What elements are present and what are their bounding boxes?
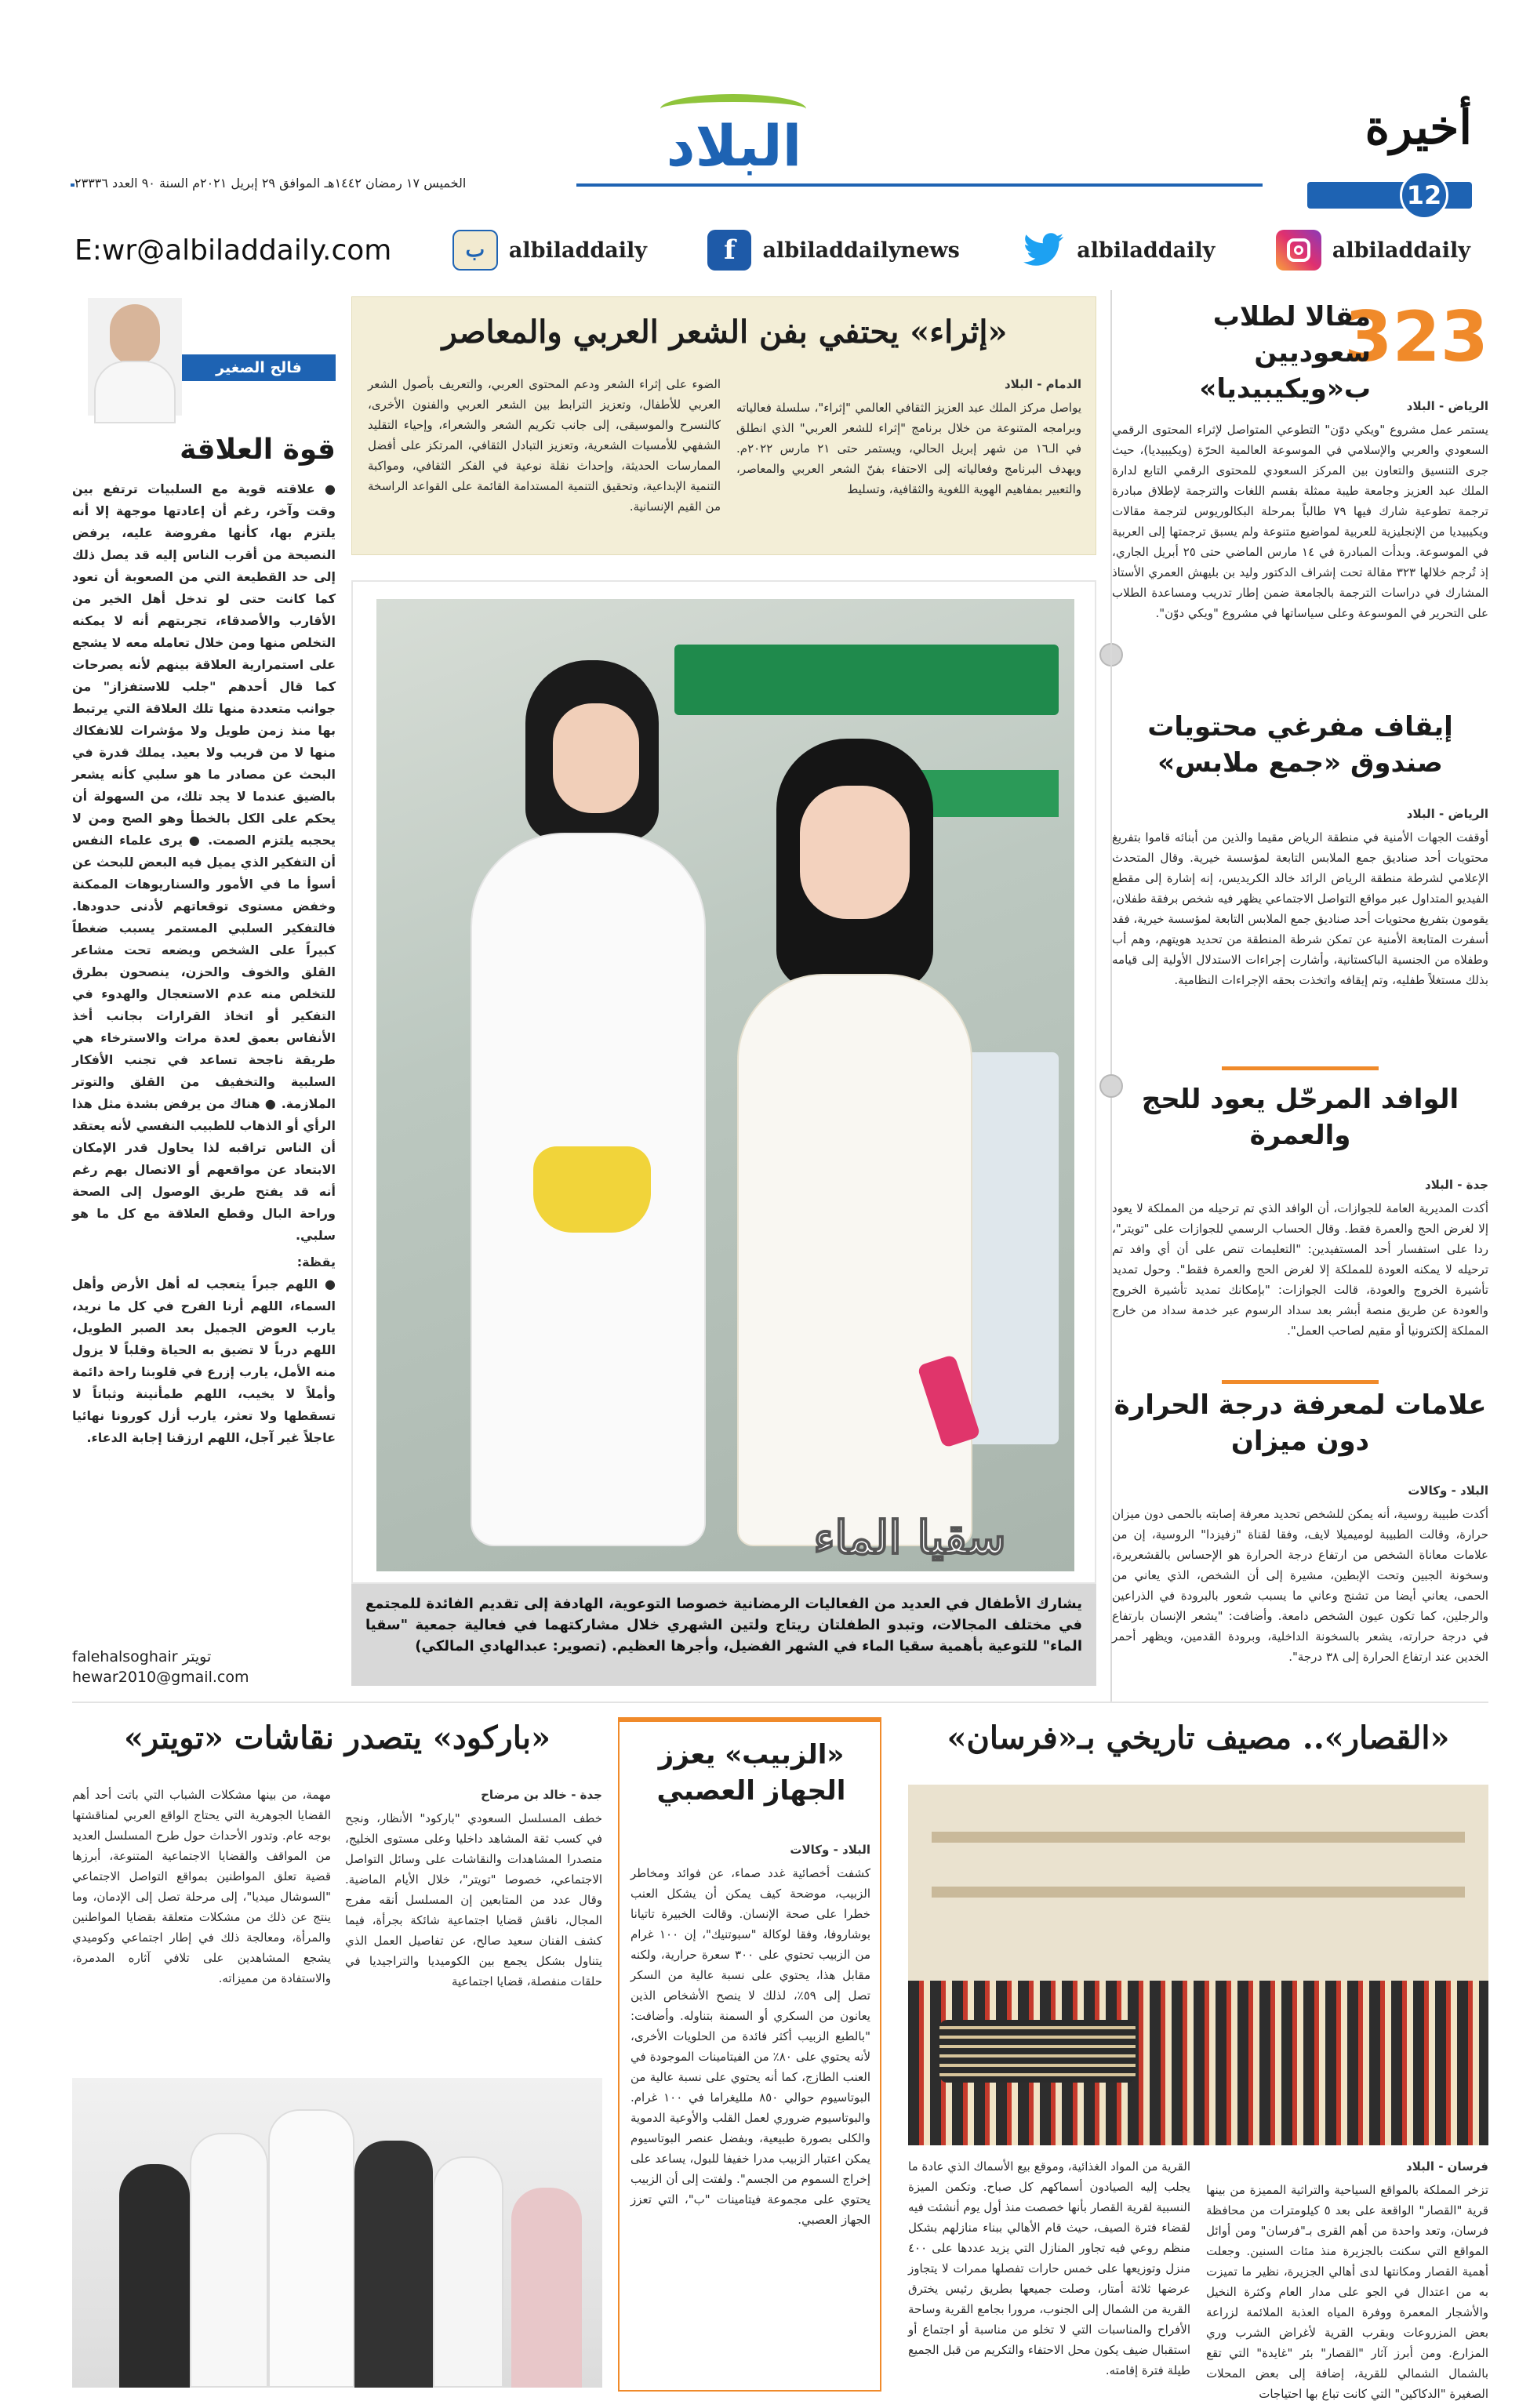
- wiki-text: يستمر عمل مشروع "ويكي دوّن" التطوعي المتواصل لإثراء المحتوى الرقمي السعودي والعربي والإسلامي في الموسوعة العالمية الحرّة (ويكيبيديا)، حيث جرى التنسيق والتعاون بين المركز السعودي للمحتوى الرقمي التابع لدارة الملك عبد العزيز وجامعة طيبة ممثلة بقسم اللغات والترجمة لإطلاق مبادرة ترجمة تطوعية شارك فيها ٧٩ طالباً بمرحلة البكالوريوس لترجمة مقالات ويكيبيديا من الإنجليزية للعربية لمواضيع متنوعة ولم يسبق ترجمتها إلى العربية في الموسوعة. وبدأت المبادرة في ١٤ مارس الماضي حتى ٢٥ أبريل الجاري، إذ تُرجم خلالها ٣٢٣ مقالة تحت إشراف الدكتور وليد بن بليهش العمري الأستاذ المشارك في دراسات الترجمة بالجامعة ضمن إطار تدريب ومساعدة الطلاب على التحرير في الموسوعة وعلى سياساتها في مشروع "ويكي دوّن".: [1112, 423, 1488, 620]
- farasan-article: [908, 1717, 1488, 2401]
- barcode-text-right: خطف المسلسل السعودي "باركود" الأنظار، ونجح في كسب ثقة المشاهد داخليا وعلى مستوى الخليج، متصدرا المشاهدات والنقاشات على وسائل التواصل الاجتماعي، خصوصا "تويتر"، خلال الأيام الماضية. وقال عدد من المتابعين إن المسلسل أنقه مفرج المجال، ناقش قضايا اجتماعية شائكة بجرأة، فيما كشف الفنان سعيد صالح، عن تفاصيل العمل الذي يتناول بشكل يجمع بين الكوميديا والتراجيديا في حلقات منفصلة، قضايا اجتماعية: [345, 1811, 602, 1989]
- wiki-article: [1112, 290, 1488, 627]
- page-number-badge: [1400, 171, 1448, 220]
- photo-caption-box: [351, 1584, 1096, 1686]
- section-title: أخيرة: [1365, 100, 1472, 155]
- column-finale: ● اللهم جبراً يتعجب له أهل الأرض وأهل السماء، اللهم أرنا الفرح في كل ما نريد، يارب العوض الجميل بعد الصبر الطويل، اللهم درباً لا تضيق به الحياة وقلباً لا يزول منه الأمل، يارب إزرع في قلوبنا راحة دائمة وأملاً لا يخيب، اللهم طمأنينة وثباتاً لا تسقطها ولا تعثر، يارب أزل كورونا نهائيا عاجلاً غير آجل، اللهم ارزقنا إجابة الدعاء.: [72, 1277, 336, 1445]
- column-finale-label: يقظة:: [296, 1255, 336, 1269]
- author-photo: [88, 298, 182, 416]
- column-text: ● علاقته قوية مع السلبيات ترتفع بين وقت وآخر، رغم أن إعادتها موجهة إلا أنه يلتزم بها، كأنها مفروضة عليه، يرفض النصيحة من أقرب الناس إليه قد يصل ذلك إلى حد القطيعة التي من الصعوبة أن تعود كما كانت حتى لو تدخل أهل الخير من الأقارب والأصدقاء، تجربتهم أنه لا يمكنه التخلص منها ومن خلال تعامله معه لا يشجع على استمرارية العلاقة بينهم لأنه يصرحات كما قال أحدهم "جلب للاستفزاز" من جوانب متعددة منها تلك العلاقة التي يرتبط بها منذ زمن طويل ولا مؤشرات للانفكاك منها لا من قريب ولا بعيد. يملك قدرة في البحث عن مصادر ما هو سلبي كأنه يشعر بالضيق عندما لا يجد تلك، من السهولة أن يحكم على الكل بالخطأ وهو الصح ومن لا يحجبه يلتزم الصمت. ● يرى علماء النفس أن التفكير الذي يميل فيه البعض للبحث عن أسوأ ما في الأمور والسناريوهات الممكنة وخفض مستوى توقعاتهم لأدنى حدودها. فالتفكير السلبي المستمر يسبب ضغطاً كبيراً على الشخص ويضعه تحت مشاعر القلق والخوف والحزن، ينصحون بطرق للتخلص منه عدم الاستعجال والهدوء في التفكير أو اتخاذ القرارات بجانب أخذ الأنفاس بعمق لعدة مرات والاسترخاء هي طريقة ناجحة تساعد في تجنب الأفكار السلبية والتخفيف من القلق والتوتر الملازمة. ● هناك من يرفض بشدة مثل هذا الرأي أو الذهاب للطبيب النفسي لأنه يعتقد أن الناس تراقبه لذا يحاول قدر الإمكان الابتعاد عن مواقعهم أو الاتصال بهم رغم أنه قد يفتح طريق الوصول إلى الصحة وراحة البال وقطع العلاقة مع كل ما هو سلبي.: [72, 481, 336, 1243]
- deported-dateline: جدة - البلاد: [1425, 1178, 1488, 1192]
- column-body: [72, 478, 336, 1639]
- facebook-icon: f: [707, 230, 751, 271]
- ithra-dateline: الدمام - البلاد: [1004, 377, 1081, 391]
- author-name: فالح الصغير: [216, 359, 302, 376]
- column-twitter-label: تويتر: [182, 1648, 212, 1665]
- barcode-dateline: جدة - خالد بن مرضاح: [481, 1788, 602, 1802]
- temperature-text: أكدت طبيبة روسية، أنه يمكن للشخص تحديد معرفة إصابته بالحمى دون ميزان حرارة، وقالت الطبيبة لوميميلا لايف، وفقا لقناة "زفيزدا" الروسية، إن من علامات معاناة الشخص من ارتفاع درجة الحرارة هو الإحساس بالقشعريرة، وسخونة الجبين وتحت الإبطين، مشيرة إلى أن الشخص، الذي يعاني من الحمى، يعاني أيضا من تشنج وعاني ما يسبب شعور بالبرودة في الذراعين والرجلين، كما تكون عيون الشخص دامعة. وأضافت: "يشعر الإنسان بارتفاع في درجة حرارته، يشعر بالسخونة الداخلية، وبرودة القدمين، ويظهر أحمر الخدين عند ارتفاع الحرارة إلى ٣٨ درجة".: [1112, 1507, 1488, 1664]
- deported-text: أكدت المديرية العامة للجوازات، أن الوافد الذي تم ترحيله من المملكة لا يعود إلا لغرض الحج والعمرة فقط. وقال الحساب الرسمي للجوازات على "تويتر"، ردا على استفسار أحد المستفيدين: "التعليمات تنص على أن أي وافد تم ترحيله لا يمكنه العودة للمملكة إلا لغرض الحج والعمرة فقط". وحول تمديد تأشيرة الخروج والعودة، قالت الجوازات: "بإمكانك تمديد تأشيرة الخروج والعودة عن طريق منصة أبشر بعد سداد الرسوم عبر خدمة سداد من خارج المملكة إلكترونيا أو مقيم لصاحب العمل".: [1112, 1201, 1488, 1338]
- right-column: [1112, 290, 1488, 1725]
- ithra-article: [351, 296, 1096, 555]
- ithra-body-left: الضوء على إثراء الشعر ودعم المحتوى العربي، والتعريف بأصول الشعر العربي للأطفال، وتعزيز الترابط بين الشعر العربي والفنون الأخرى، كالنسرح والموسيقى، إلى جانب تكريم الشعر والشعراء، وإحياء التقليد الشفهي للأمسيات الشعرية، وتعزيز التبادل الثقافي، المرتكز على أفضل الممارسات الحديثة، وإحداث نقلة نوعية في الفكر الثقافي، ومواكبة التنمية الإبداعية، وتحقيق التنمية المستدامة القائمة على القواعد الراسخة من القيم الإنسانية.: [368, 377, 721, 514]
- children-photo: [351, 580, 1096, 1584]
- social-handle: albiladdaily: [508, 238, 647, 263]
- wiki-body: [1112, 396, 1488, 647]
- masthead: [0, 0, 1519, 267]
- column-contact: [72, 1647, 336, 1687]
- farasan-title: «القصار».. مصيف تاريخي بـ«فرسان»: [947, 1720, 1450, 1756]
- instagram-icon: [1276, 230, 1321, 271]
- column-title: قوة العلاقة: [180, 434, 336, 466]
- masthead-email[interactable]: E:wr@albiladdaily.com: [74, 234, 392, 267]
- social-handle: albiladdaily: [1077, 238, 1216, 263]
- farasan-body-right: [1206, 2156, 1488, 2401]
- photo-overlay-text: سقيا الماء: [813, 1511, 1006, 1564]
- temperature-dateline: البلاد - وكالات: [1408, 1484, 1488, 1498]
- ithra-title: «إثراء» يحتفي بفن الشعر العربي والمعاصر: [442, 314, 1008, 350]
- farasan-dateline: فرسان - البلاد: [1406, 2159, 1488, 2174]
- page-number: 12: [1406, 180, 1442, 210]
- section-divider: [1222, 1066, 1379, 1070]
- deported-article: [1112, 1082, 1488, 1338]
- clothes-title: إيقاف مفرغي محتويات صندوق «جمع ملابس»: [1147, 711, 1453, 779]
- clothes-article: [1112, 710, 1488, 992]
- contact-bar: [74, 223, 1470, 278]
- clothes-text: أوقفت الجهات الأمنية في منطقة الرياض مقيما والذين من أبنائه قاموا بتفريغ محتويات أحد صناديق جمع الملابس التابعة لمؤسسة خيرية. وقال المتحدث الإعلامي لشرطة منطقة الرياض الرائد خالد الكريديس، إنه إشارة إلى مقطع الفيديو المتداول عبر مواقع التواصل الاجتماعي يظهر فيه شخص برفقة طفلان، يقومون بتفريغ محتويات أحد صناديق جمع الملابس التابعة لمؤسسة خيرية، فقد أسفرت المتابعة الأمنية عن تمكن شرطة المنطقة من تحديد هويتهم، وهم أب وطفلاه من الجنسية الباكستانية، وأشارت إجراءات الاستدلال الأولية إلى قيامه بذلك مستغلاً طفليه، وتم إيقافه واتخذت بحقه الإجراءات النظامية.: [1112, 830, 1488, 987]
- issue-info: الخميس ١٧ رمضان ١٤٤٢هـ الموافق ٢٩ إبريل ٢٠٢١م السنة ٩٠ العدد ٢٣٣٣٦: [74, 173, 576, 194]
- barcode-title: «باركود» يتصدر نقاشات «تويتر»: [123, 1720, 551, 1756]
- opinion-column: [72, 290, 336, 1717]
- deported-title: الوافد المرحّل يعود للحج والعمرة: [1141, 1084, 1459, 1151]
- social-twitter[interactable]: [1020, 230, 1215, 271]
- farasan-text-right: تزخر المملكة بالمواقع السياحية والتراثية المميزة من بينها قرية "القصار" الواقعة على بعد ٥ كيلومترات من محافظة فرسان، وتعد واحدة من أهم القرى بـ"فرسان" ومن أوائل المواقع التي سكنت بالجزيرة منذ مئات السنين. وجعلت أهمية القصار ومكانتها لدى أهالي الجزيرة، نظير ما تميزت به من اعتدال في الجو على مدار العام وكثرة النخيل والأشجار المعمرة ووفرة المياه العذبة الملائمة لزراعة بعض المزروعات وبقرب القرية لأغراض الشرب وري المزارع. ومن أبرز آثار "القصار" بئر "غايدة" التي تقع بالشمال الشمالي للقرية، إضافة إلى بعض المحلات الصغيرة "الدكاكين" التي كانت تباع بها احتياجات: [1206, 2183, 1488, 2401]
- raisins-dateline: البلاد - وكالات: [790, 1843, 870, 1857]
- temperature-body: [1112, 1480, 1488, 1725]
- column-email[interactable]: hewar2010@gmail.com: [72, 1669, 249, 1686]
- logo[interactable]: [656, 94, 812, 180]
- yellow-bag: [533, 1146, 651, 1233]
- ithra-text-right: يواصل مركز الملك عبد العزيز الثقافي العالمي "إثراء"، سلسلة فعالياته وبرامجه المتنوعة من خلال برنامج "إثراء للشعر العربي" الذي انطلق في الـ١٦ من شهر إبريل الحالي، ويستمر حتى ٢١ مارس ٢٠٢٢م. ويهدف البرنامج وفعالياته إلى الاحتفاء بفنّ الشعر العربي والمعاصر، والتعبير بمفاهيم الهوية اللغوية والثقافية، وتسليط: [736, 401, 1081, 496]
- albilad-app-icon: ب: [452, 230, 498, 271]
- farasan-photo: [908, 1785, 1488, 2145]
- temperature-article: [1112, 1388, 1488, 1717]
- girl-right-figure: [721, 739, 988, 1546]
- wiki-dateline: الرياض - البلاد: [1406, 399, 1488, 413]
- barcode-body-left: مهمة، من بينها مشكلات الشباب التي باتت أحد أهم القضايا الجوهرية التي يحتاج الواقع العربي لمناقشتها بوجه عام. وتدور الأحداث حول طرح المسلسل العديد من المواقف والقضايا الاجتماعية المتنوعة، أبرزها قضية تعلق المواطنين بمواقع التواصل الاجتماعي "السوشال ميديا"، إلى مرحلة تصل إلى الإدمان، وما ينتج عن ذلك من مشكلات متعلقة بقضايا المواطنين والمرأة، ومعالجة ذلك في إطار اجتماعي وكوميدي يشجع المشاهدين على تلافي آثاره المدمرة، والاستفادة من مميزاته.: [72, 1788, 331, 1985]
- wiki-number: 323: [1344, 296, 1488, 377]
- social-instagram[interactable]: [1276, 230, 1470, 271]
- girl-left-figure: [439, 660, 721, 1546]
- social-albilad-app[interactable]: [452, 230, 647, 271]
- clothes-dateline: الرياض - البلاد: [1406, 807, 1488, 821]
- social-handle: albiladdailynews: [762, 238, 960, 263]
- banner-green: [674, 645, 1059, 715]
- column-twitter-handle[interactable]: falehalsoghair: [72, 1648, 178, 1665]
- wiki-title: مقالا لطلاب سعوديين ب«ويكيبيديا»: [1199, 301, 1371, 405]
- deported-body: [1112, 1175, 1488, 1363]
- social-handle: albiladdaily: [1332, 238, 1470, 263]
- raisins-text: كشفت أخصائية غدد صماء، عن فوائد ومخاطر الزبيب، موضحة كيف يمكن أن يشكل العنب خطرا على صحة الإنسان. وقالت الخبيرة تاتيانا بوشاروفا، وفقا لوكالة "سبوتنيك"، إن ١٠٠ غرام من الزبيب تحتوي على ٣٠٠ سعرة حرارية، ولكنه مقابل هذا، يحتوي على نسبة عالية من السكر تصل إلى ٥٩٪، لذلك لا ينصح الأشخاص الذين يعانون من السكري أو السمنة بتناوله. وأضافت: "بالطبع الزبيب أكثر فائدة من الحلويات الأخرى، لأنه يحتوي على ٨٠٪ من الفيتامينات الموجودة في العنب الطازج، كما أنه يحتوي على نسبة عالية من البوتاسيوم حوالي ٨٥٠ ملليغراما في ١٠٠ غرام. والبوتاسيوم ضروري لعمل القلب والأوعية الدموية والكلى بصورة طبيعية، وبفضل عنصر البوتاسيوم يمكن اعتبار الزبيب مدرا خفيفا للبول، يساعد على إخراج السموم من الجسم". ولفتت إلى أن الزبيب يحتوي على مجموعة فيتامينات "ب"، التي تعزز الجهاز العصبي.: [630, 1866, 870, 2227]
- twitter-icon: [1020, 230, 1066, 271]
- author-name-badge: [182, 354, 336, 381]
- photo-caption: يشارك الأطفال في العديد من الفعاليات الرمضانية خصوصا التوعوية، الهادفة إلى تقديم الفائدة للمجتمع في مختلف المجالات، وتبدو الطفلتان ريتاج ولتين الشهري خلال مشاركتهما في فعالية جمعية "سقيا الماء" للتوعية بأهمية سقيا الماء في الشهر الفضيل، وأجرها العظيم. (تصوير: عبدالهادي المالكي): [365, 1596, 1082, 1654]
- temperature-title: علامات لمعرفة درجة الحرارة دون ميزان: [1114, 1389, 1487, 1457]
- farasan-body-left: القرية من المواد الغذائية، وموقع بيع الأسماك الذي عادة ما يجلب إليه الصيادون أسماكهم كل صباح. وتكمن الميزة النسبية لقرية القصار بأنها خصصت منذ أول يوم أنشئت فيه لقضاء فترة الصيف، حيث قام الأهالي ببناء منازلهم بشكل منظم روعي فيه تجاور المنازل التي يزيد عددها على ٤٠٠ منزل وتوزيعها على خمس حارات تفصلها ممرات لا يتجاوز عرضها ثلاثة أمتار، وصلت جميعها بطريق رئيس يخترق القرية من الشمال إلى الجنوب، مرورا بجامع القرية وساحة الأفراح والمناسبات التي لا تخلو من مناسبة أو اجتماع أو استقبال ضيف يكون محل الاحتفاء والتكريم من قبل الجميع طيلة فترة إقامته.: [908, 2159, 1190, 2377]
- section-divider: [1222, 1380, 1379, 1384]
- barcode-cast-photo: [72, 2078, 602, 2388]
- barcode-body-right: [345, 1785, 602, 2067]
- bottom-rule: [72, 1702, 1488, 1703]
- raisins-body: [630, 1840, 870, 2388]
- raisins-article: [618, 1717, 881, 2392]
- barcode-article: [72, 1717, 602, 2392]
- social-facebook[interactable]: [707, 230, 959, 271]
- logo-text: البلاد: [666, 113, 802, 179]
- ithra-body-right: [736, 374, 1081, 550]
- clothes-body: [1112, 804, 1488, 992]
- raisins-title: «الزبيب» يعزز الجهاز العصبي: [656, 1739, 846, 1807]
